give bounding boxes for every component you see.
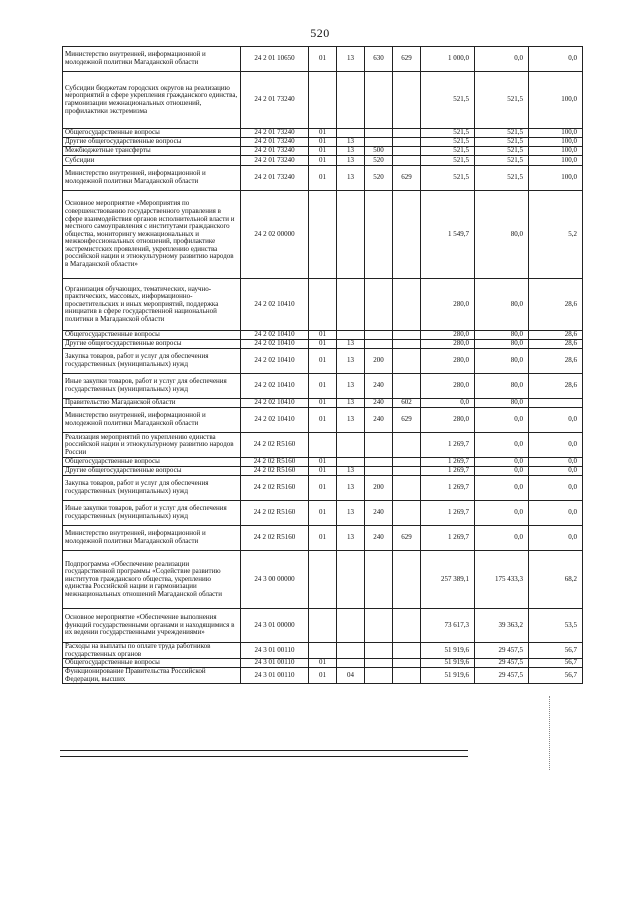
table-row <box>63 501 583 526</box>
amount-plan: 521,5 <box>421 166 475 191</box>
row-name: Организация обучающих, тематических, научно-практических, массовых, информационно-просветительских и иных мероприятий, поддержка инициатив в сфере государственной национальной политики в Магаданской области <box>63 279 241 331</box>
admin-code <box>393 609 421 643</box>
target-code: 24 2 02 10410 <box>241 340 309 349</box>
expense-type-code: 200 <box>365 476 393 501</box>
percent-executed: 56,7 <box>529 668 583 684</box>
table-row <box>63 279 583 331</box>
admin-code: 602 <box>393 399 421 408</box>
admin-code <box>393 156 421 166</box>
amount-actual: 521,5 <box>475 129 529 138</box>
table-row <box>63 191 583 279</box>
target-code: 24 2 02 10410 <box>241 279 309 331</box>
row-name: Общегосударственные вопросы <box>63 331 241 340</box>
section-code <box>309 191 337 279</box>
row-name: Реализация мероприятий по укреплению единства российской нации и этнокультурному развитию народов России <box>63 433 241 458</box>
target-code: 24 2 02 R5160 <box>241 476 309 501</box>
table-row <box>63 458 583 467</box>
target-code: 24 2 01 73240 <box>241 72 309 129</box>
row-name: Министерство внутренней, информационной и молодежной политики Магаданской области <box>63 47 241 72</box>
row-name: Расходы на выплаты по оплате труда работников государственных органов <box>63 643 241 659</box>
footnote-rule <box>60 750 468 751</box>
subsection-code <box>337 279 365 331</box>
target-code: 24 2 02 R5160 <box>241 433 309 458</box>
expense-type-code: 520 <box>365 156 393 166</box>
table-row <box>63 643 583 659</box>
table-row <box>63 156 583 166</box>
percent-executed: 100,0 <box>529 147 583 156</box>
target-code: 24 2 02 R5160 <box>241 501 309 526</box>
table-row <box>63 551 583 609</box>
subsection-code: 13 <box>337 156 365 166</box>
subsection-code: 13 <box>337 166 365 191</box>
target-code: 24 2 02 10410 <box>241 331 309 340</box>
percent-executed: 28,6 <box>529 374 583 399</box>
amount-actual: 39 363,2 <box>475 609 529 643</box>
table-row <box>63 609 583 643</box>
row-name: Основное мероприятие «Обеспечение выполнения функций государственными органами и находящимися в их ведении государственными учреждениями» <box>63 609 241 643</box>
table-row <box>63 166 583 191</box>
expense-type-code <box>365 129 393 138</box>
target-code: 24 2 01 73240 <box>241 147 309 156</box>
admin-code <box>393 433 421 458</box>
amount-plan: 51 919,6 <box>421 659 475 668</box>
amount-plan: 521,5 <box>421 72 475 129</box>
section-code: 01 <box>309 458 337 467</box>
expense-type-code: 240 <box>365 374 393 399</box>
subsection-code: 13 <box>337 147 365 156</box>
amount-actual: 0,0 <box>475 433 529 458</box>
table-row <box>63 147 583 156</box>
percent-executed: 0,0 <box>529 433 583 458</box>
amount-plan: 1 269,7 <box>421 476 475 501</box>
subsection-code: 13 <box>337 349 365 374</box>
amount-actual: 80,0 <box>475 191 529 279</box>
percent-executed: 100,0 <box>529 138 583 147</box>
row-name: Межбюджетные трансферты <box>63 147 241 156</box>
subsection-code: 13 <box>337 47 365 72</box>
expense-type-code: 520 <box>365 166 393 191</box>
target-code: 24 2 02 10410 <box>241 349 309 374</box>
amount-plan: 1 549,7 <box>421 191 475 279</box>
target-code: 24 3 01 00110 <box>241 659 309 668</box>
table-row <box>63 408 583 433</box>
amount-actual: 521,5 <box>475 72 529 129</box>
table-row <box>63 129 583 138</box>
section-code: 01 <box>309 47 337 72</box>
expense-type-code: 240 <box>365 408 393 433</box>
percent-executed: 100,0 <box>529 156 583 166</box>
amount-actual: 29 457,5 <box>475 668 529 684</box>
amount-plan: 521,5 <box>421 147 475 156</box>
target-code: 24 3 01 00110 <box>241 668 309 684</box>
expense-type-code: 630 <box>365 47 393 72</box>
row-name: Подпрограмма «Обеспечение реализации государственной программы «Содействие развитию институтов гражданского общества, укреплению единства Российской нации и гармонизации межнациональных отношений Магаданской области <box>63 551 241 609</box>
section-code: 01 <box>309 138 337 147</box>
amount-actual: 80,0 <box>475 340 529 349</box>
amount-actual: 80,0 <box>475 399 529 408</box>
target-code: 24 2 02 00000 <box>241 191 309 279</box>
section-code: 01 <box>309 399 337 408</box>
row-name: Функционирование Правительства Российской Федерации, высших <box>63 668 241 684</box>
table-row <box>63 72 583 129</box>
target-code: 24 2 01 73240 <box>241 156 309 166</box>
expense-type-code: 200 <box>365 349 393 374</box>
amount-plan: 280,0 <box>421 408 475 433</box>
footnote-rule <box>60 756 468 757</box>
target-code: 24 2 01 10650 <box>241 47 309 72</box>
section-code: 01 <box>309 501 337 526</box>
expense-type-code <box>365 331 393 340</box>
amount-actual: 0,0 <box>475 458 529 467</box>
subsection-code: 04 <box>337 668 365 684</box>
section-code: 01 <box>309 374 337 399</box>
admin-code <box>393 129 421 138</box>
subsection-code: 13 <box>337 467 365 476</box>
row-name: Правительство Магаданской области <box>63 399 241 408</box>
percent-executed: 0,0 <box>529 458 583 467</box>
admin-code <box>393 467 421 476</box>
expense-type-code <box>365 72 393 129</box>
section-code <box>309 609 337 643</box>
table-row <box>63 433 583 458</box>
target-code: 24 2 01 73240 <box>241 166 309 191</box>
table-row <box>63 476 583 501</box>
row-name: Субсидии <box>63 156 241 166</box>
admin-code <box>393 191 421 279</box>
row-name: Общегосударственные вопросы <box>63 659 241 668</box>
percent-executed <box>529 399 583 408</box>
amount-actual: 175 433,3 <box>475 551 529 609</box>
amount-plan: 1 269,7 <box>421 458 475 467</box>
percent-executed: 53,5 <box>529 609 583 643</box>
section-code <box>309 551 337 609</box>
table-row <box>63 526 583 551</box>
subsection-code <box>337 659 365 668</box>
amount-plan: 280,0 <box>421 331 475 340</box>
table-row <box>63 374 583 399</box>
table-row <box>63 668 583 684</box>
amount-actual: 80,0 <box>475 279 529 331</box>
row-name: Другие общегосударственные вопросы <box>63 340 241 349</box>
admin-code <box>393 458 421 467</box>
admin-code: 629 <box>393 47 421 72</box>
admin-code <box>393 643 421 659</box>
subsection-code: 13 <box>337 374 365 399</box>
table-row <box>63 47 583 72</box>
row-name: Общегосударственные вопросы <box>63 458 241 467</box>
percent-executed: 28,6 <box>529 349 583 374</box>
table-row <box>63 399 583 408</box>
subsection-code: 13 <box>337 526 365 551</box>
percent-executed: 100,0 <box>529 166 583 191</box>
row-name: Министерство внутренней, информационной и молодежной политики Магаданской области <box>63 166 241 191</box>
percent-executed: 0,0 <box>529 501 583 526</box>
target-code: 24 2 02 R5160 <box>241 458 309 467</box>
table-row <box>63 340 583 349</box>
amount-plan: 1 269,7 <box>421 526 475 551</box>
section-code <box>309 643 337 659</box>
section-code: 01 <box>309 147 337 156</box>
admin-code: 629 <box>393 166 421 191</box>
admin-code: 629 <box>393 526 421 551</box>
section-code: 01 <box>309 349 337 374</box>
amount-actual: 521,5 <box>475 166 529 191</box>
admin-code <box>393 551 421 609</box>
amount-actual: 521,5 <box>475 138 529 147</box>
amount-actual: 521,5 <box>475 147 529 156</box>
amount-plan: 280,0 <box>421 349 475 374</box>
target-code: 24 2 02 R5160 <box>241 467 309 476</box>
table-row <box>63 659 583 668</box>
subsection-code: 13 <box>337 138 365 147</box>
amount-plan: 521,5 <box>421 129 475 138</box>
percent-executed: 28,6 <box>529 340 583 349</box>
section-code: 01 <box>309 340 337 349</box>
percent-executed: 0,0 <box>529 408 583 433</box>
subsection-code: 13 <box>337 408 365 433</box>
amount-actual: 0,0 <box>475 467 529 476</box>
amount-actual: 80,0 <box>475 349 529 374</box>
amount-plan: 1 269,7 <box>421 467 475 476</box>
target-code: 24 2 02 10410 <box>241 374 309 399</box>
expense-type-code <box>365 668 393 684</box>
section-code: 01 <box>309 156 337 166</box>
admin-code <box>393 659 421 668</box>
row-name: Другие общегосударственные вопросы <box>63 467 241 476</box>
amount-actual: 521,5 <box>475 156 529 166</box>
expense-type-code <box>365 551 393 609</box>
percent-executed: 28,6 <box>529 279 583 331</box>
amount-plan: 73 617,3 <box>421 609 475 643</box>
section-code <box>309 72 337 129</box>
amount-plan: 1 000,0 <box>421 47 475 72</box>
section-code: 01 <box>309 129 337 138</box>
expense-type-code <box>365 467 393 476</box>
expense-type-code: 500 <box>365 147 393 156</box>
percent-executed: 0,0 <box>529 467 583 476</box>
amount-plan: 280,0 <box>421 279 475 331</box>
row-name: Общегосударственные вопросы <box>63 129 241 138</box>
admin-code <box>393 138 421 147</box>
expense-type-code <box>365 340 393 349</box>
budget-table <box>62 46 583 684</box>
target-code: 24 2 02 10410 <box>241 399 309 408</box>
admin-code: 629 <box>393 408 421 433</box>
amount-actual: 80,0 <box>475 331 529 340</box>
target-code: 24 3 00 00000 <box>241 551 309 609</box>
section-code: 01 <box>309 668 337 684</box>
target-code: 24 2 02 10410 <box>241 408 309 433</box>
admin-code <box>393 331 421 340</box>
amount-plan: 280,0 <box>421 340 475 349</box>
target-code: 24 2 01 73240 <box>241 138 309 147</box>
subsection-code <box>337 72 365 129</box>
subsection-code <box>337 331 365 340</box>
percent-executed: 56,7 <box>529 643 583 659</box>
amount-actual: 29 457,5 <box>475 659 529 668</box>
percent-executed: 28,6 <box>529 331 583 340</box>
section-code: 01 <box>309 659 337 668</box>
expense-type-code <box>365 458 393 467</box>
percent-executed: 100,0 <box>529 129 583 138</box>
amount-plan: 521,5 <box>421 138 475 147</box>
percent-executed: 100,0 <box>529 72 583 129</box>
section-code <box>309 433 337 458</box>
table-row <box>63 467 583 476</box>
subsection-code: 13 <box>337 340 365 349</box>
admin-code <box>393 349 421 374</box>
subsection-code <box>337 129 365 138</box>
section-code: 01 <box>309 331 337 340</box>
expense-type-code <box>365 433 393 458</box>
admin-code <box>393 501 421 526</box>
admin-code <box>393 668 421 684</box>
admin-code <box>393 374 421 399</box>
page-number: 520 <box>310 26 330 40</box>
row-name: Закупка товаров, работ и услуг для обеспечения государственных (муниципальных) нужд <box>63 349 241 374</box>
expense-type-code <box>365 609 393 643</box>
table-row <box>63 138 583 147</box>
section-code: 01 <box>309 476 337 501</box>
expense-type-code <box>365 191 393 279</box>
amount-actual: 0,0 <box>475 526 529 551</box>
subsection-code: 13 <box>337 501 365 526</box>
percent-executed: 68,2 <box>529 551 583 609</box>
percent-executed: 0,0 <box>529 476 583 501</box>
amount-actual: 0,0 <box>475 408 529 433</box>
row-name: Закупка товаров, работ и услуг для обеспечения государственных (муниципальных) нужд <box>63 476 241 501</box>
expense-type-code: 240 <box>365 399 393 408</box>
row-name: Министерство внутренней, информационной и молодежной политики Магаданской области <box>63 526 241 551</box>
amount-plan: 257 389,1 <box>421 551 475 609</box>
expense-type-code <box>365 643 393 659</box>
target-code: 24 3 01 00110 <box>241 643 309 659</box>
row-name: Основное мероприятие «Мероприятия по совершенствованию государственного управления в сфере взаимодействия органов исполнительной власти и местного самоуправления с институтами гражданского общества, мониторингу межнациональных и межконфессиональных отношений, профилактике экстремистских проявлений, укреплению единства российской нации и этнокультурному развитию народов в Магаданской области» <box>63 191 241 279</box>
row-name: Иные закупки товаров, работ и услуг для обеспечения государственных (муниципальных) нужд <box>63 374 241 399</box>
admin-code <box>393 279 421 331</box>
row-name: Иные закупки товаров, работ и услуг для обеспечения государственных (муниципальных) нужд <box>63 501 241 526</box>
expense-type-code <box>365 138 393 147</box>
amount-plan: 280,0 <box>421 374 475 399</box>
amount-actual: 0,0 <box>475 501 529 526</box>
expense-type-code <box>365 279 393 331</box>
amount-plan: 1 269,7 <box>421 501 475 526</box>
section-code: 01 <box>309 408 337 433</box>
subsection-code <box>337 609 365 643</box>
margin-dotted-line <box>549 696 550 770</box>
amount-actual: 0,0 <box>475 47 529 72</box>
amount-actual: 80,0 <box>475 374 529 399</box>
subsection-code <box>337 458 365 467</box>
expense-type-code: 240 <box>365 526 393 551</box>
section-code: 01 <box>309 467 337 476</box>
row-name: Министерство внутренней, информационной и молодежной политики Магаданской области <box>63 408 241 433</box>
subsection-code: 13 <box>337 476 365 501</box>
subsection-code: 13 <box>337 399 365 408</box>
subsection-code <box>337 191 365 279</box>
percent-executed: 5,2 <box>529 191 583 279</box>
amount-plan: 1 269,7 <box>421 433 475 458</box>
admin-code <box>393 72 421 129</box>
percent-executed: 56,7 <box>529 659 583 668</box>
amount-plan: 0,0 <box>421 399 475 408</box>
percent-executed: 0,0 <box>529 526 583 551</box>
subsection-code <box>337 643 365 659</box>
amount-actual: 29 457,5 <box>475 643 529 659</box>
section-code: 01 <box>309 526 337 551</box>
admin-code <box>393 147 421 156</box>
amount-plan: 51 919,6 <box>421 668 475 684</box>
target-code: 24 2 02 R5160 <box>241 526 309 551</box>
amount-actual: 0,0 <box>475 476 529 501</box>
amount-plan: 521,5 <box>421 156 475 166</box>
row-name: Другие общегосударственные вопросы <box>63 138 241 147</box>
admin-code <box>393 340 421 349</box>
expense-type-code <box>365 659 393 668</box>
subsection-code <box>337 551 365 609</box>
table-row <box>63 349 583 374</box>
target-code: 24 2 01 73240 <box>241 129 309 138</box>
section-code <box>309 279 337 331</box>
admin-code <box>393 476 421 501</box>
target-code: 24 3 01 00000 <box>241 609 309 643</box>
expense-type-code: 240 <box>365 501 393 526</box>
percent-executed: 0,0 <box>529 47 583 72</box>
amount-plan: 51 919,6 <box>421 643 475 659</box>
subsection-code <box>337 433 365 458</box>
section-code: 01 <box>309 166 337 191</box>
row-name: Субсидии бюджетам городских округов на реализацию мероприятий в сфере укрепления гражданского единства, гармонизации межнациональных отношений, профилактики экстремизма <box>63 72 241 129</box>
table-row <box>63 331 583 340</box>
